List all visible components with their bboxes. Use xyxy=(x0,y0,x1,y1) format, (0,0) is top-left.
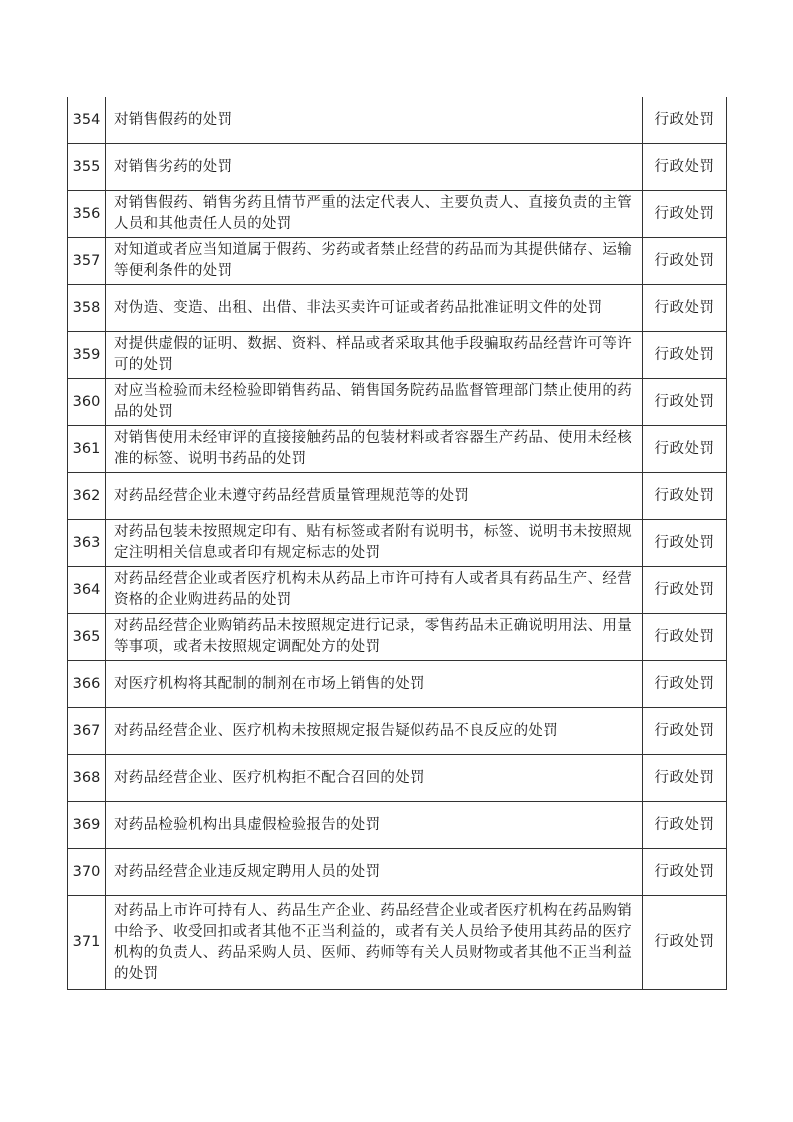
item-number: 367 xyxy=(68,708,106,755)
item-category: 行政处罚 xyxy=(643,755,727,802)
item-description: 对医疗机构将其配制的制剂在市场上销售的处罚 xyxy=(106,661,643,708)
table-row xyxy=(68,191,727,238)
table-row xyxy=(68,520,727,567)
item-description: 对药品经营企业未遵守药品经营质量管理规范等的处罚 xyxy=(106,473,643,520)
table-row xyxy=(68,896,727,990)
item-category: 行政处罚 xyxy=(643,379,727,426)
item-category: 行政处罚 xyxy=(643,614,727,661)
item-description: 对销售使用未经审评的直接接触药品的包装材料或者容器生产药品、使用未经核准的标签、说明书药品的处罚 xyxy=(106,426,643,473)
item-description: 对药品经营企业违反规定聘用人员的处罚 xyxy=(106,849,643,896)
table-row xyxy=(68,614,727,661)
item-description: 对药品经营企业或者医疗机构未从药品上市许可持有人或者具有药品生产、经营资格的企业购进药品的处罚 xyxy=(106,567,643,614)
table-row xyxy=(68,379,727,426)
item-category: 行政处罚 xyxy=(643,802,727,849)
table-row xyxy=(68,238,727,285)
item-category: 行政处罚 xyxy=(643,849,727,896)
item-category: 行政处罚 xyxy=(643,332,727,379)
item-description: 对应当检验而未经检验即销售药品、销售国务院药品监督管理部门禁止使用的药品的处罚 xyxy=(106,379,643,426)
item-category: 行政处罚 xyxy=(643,520,727,567)
item-number: 369 xyxy=(68,802,106,849)
table-row xyxy=(68,426,727,473)
item-number: 371 xyxy=(68,896,106,990)
table-row xyxy=(68,97,727,144)
item-number: 356 xyxy=(68,191,106,238)
item-description: 对药品经营企业购销药品未按照规定进行记录，零售药品未正确说明用法、用量等事项，或者未按照规定调配处方的处罚 xyxy=(106,614,643,661)
table-body xyxy=(68,97,727,990)
item-description: 对伪造、变造、出租、出借、非法买卖许可证或者药品批准证明文件的处罚 xyxy=(106,285,643,332)
table-row xyxy=(68,332,727,379)
item-number: 355 xyxy=(68,144,106,191)
item-description: 对药品检验机构出具虚假检验报告的处罚 xyxy=(106,802,643,849)
item-number: 354 xyxy=(68,97,106,144)
item-number: 366 xyxy=(68,661,106,708)
item-number: 358 xyxy=(68,285,106,332)
item-number: 357 xyxy=(68,238,106,285)
item-number: 361 xyxy=(68,426,106,473)
table-row xyxy=(68,849,727,896)
penalty-items-table xyxy=(67,97,727,990)
table-row xyxy=(68,802,727,849)
item-category: 行政处罚 xyxy=(643,191,727,238)
table-row xyxy=(68,755,727,802)
item-number: 362 xyxy=(68,473,106,520)
table-row xyxy=(68,144,727,191)
item-number: 363 xyxy=(68,520,106,567)
table-row xyxy=(68,473,727,520)
item-category: 行政处罚 xyxy=(643,567,727,614)
item-description: 对销售假药、销售劣药且情节严重的法定代表人、主要负责人、直接负责的主管人员和其他责任人员的处罚 xyxy=(106,191,643,238)
item-number: 368 xyxy=(68,755,106,802)
item-category: 行政处罚 xyxy=(643,708,727,755)
item-description: 对药品包装未按照规定印有、贴有标签或者附有说明书，标签、说明书未按照规定注明相关信息或者印有规定标志的处罚 xyxy=(106,520,643,567)
item-category: 行政处罚 xyxy=(643,144,727,191)
item-number: 364 xyxy=(68,567,106,614)
item-description: 对药品经营企业、医疗机构未按照规定报告疑似药品不良反应的处罚 xyxy=(106,708,643,755)
item-category: 行政处罚 xyxy=(643,661,727,708)
item-number: 359 xyxy=(68,332,106,379)
item-category: 行政处罚 xyxy=(643,238,727,285)
item-category: 行政处罚 xyxy=(643,97,727,144)
item-number: 360 xyxy=(68,379,106,426)
item-number: 370 xyxy=(68,849,106,896)
item-description: 对提供虚假的证明、数据、资料、样品或者采取其他手段骗取药品经营许可等许可的处罚 xyxy=(106,332,643,379)
item-category: 行政处罚 xyxy=(643,473,727,520)
item-description: 对药品上市许可持有人、药品生产企业、药品经营企业或者医疗机构在药品购销中给予、收受回扣或者其他不正当利益的，或者有关人员给予使用其药品的医疗机构的负责人、药品采购人员、医师、药师等有关人员财物或者其他不正当利益的处罚 xyxy=(106,896,643,990)
table-row xyxy=(68,285,727,332)
table-row xyxy=(68,708,727,755)
item-description: 对销售劣药的处罚 xyxy=(106,144,643,191)
item-description: 对销售假药的处罚 xyxy=(106,97,643,144)
item-category: 行政处罚 xyxy=(643,426,727,473)
item-description: 对药品经营企业、医疗机构拒不配合召回的处罚 xyxy=(106,755,643,802)
table-row xyxy=(68,661,727,708)
item-category: 行政处罚 xyxy=(643,896,727,990)
item-number: 365 xyxy=(68,614,106,661)
item-category: 行政处罚 xyxy=(643,285,727,332)
item-description: 对知道或者应当知道属于假药、劣药或者禁止经营的药品而为其提供储存、运输等便利条件的处罚 xyxy=(106,238,643,285)
table-row xyxy=(68,567,727,614)
